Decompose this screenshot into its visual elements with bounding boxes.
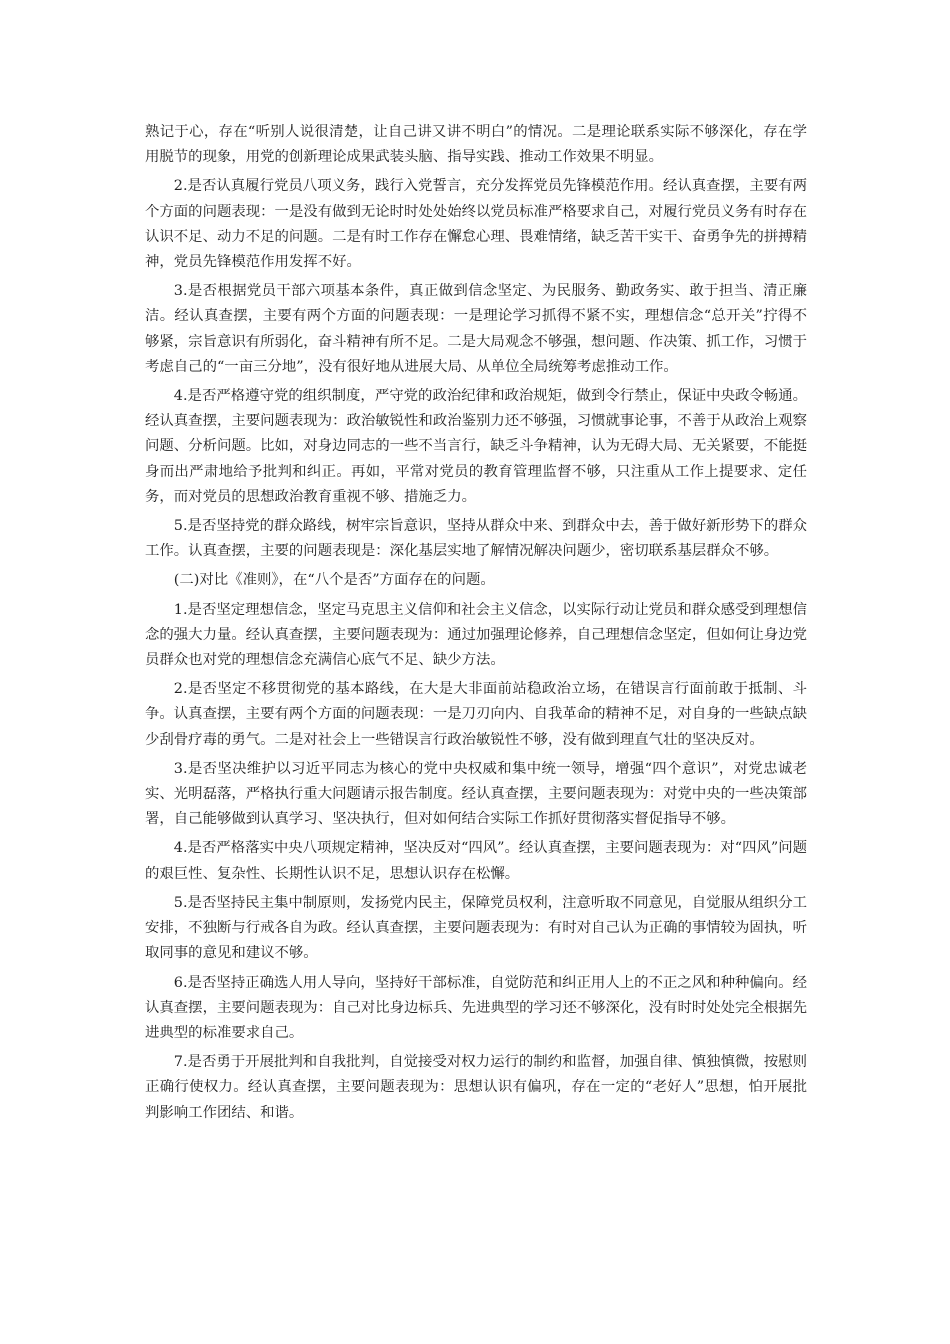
paragraph-section2-item-6: 6.是否坚持正确选人用人导向，坚持好干部标准，自觉防范和纠正用人上的不正之风和种种偏向。经认真查摆，主要问题表现为：自己对比身边标兵、先进典型的学习还不够深化，没有时时处处完全根据先进典型的标准要求自己。: [145, 974, 807, 1041]
paragraph-section2-item-4: 4.是否严格落实中央八项规定精神，坚决反对“四风”。经认真查摆，主要问题表现为：对“四风”问题的艰巨性、复杂性、长期性认识不足，思想认识存在松懈。: [145, 840, 807, 882]
paragraph-section2-item-2: 2.是否坚定不移贯彻党的基本路线，在大是大非面前站稳政治立场，在错误言行面前敢于抵制、斗争。认真查摆，主要有两个方面的问题表现：一是刀刃向内、自我革命的精神不足，对自身的一些缺点缺少刮骨疗毒的勇气。二是对社会上一些错误言行政治敏锐性不够，没有做到理直气壮的坚决反对。: [145, 681, 807, 748]
section-heading: (二)对比《准则》，在“八个是否”方面存在的问题。: [173, 572, 495, 589]
document-body: [145, 120, 807, 1130]
paragraph-item-3: 3.是否根据党员干部六项基本条件，真正做到信念坚定、为民服务、勤政务实、敢于担当、清正廉洁。经认真查摆，主要有两个方面的问题表现：一是理论学习抓得不紧不实，理想信念“总开关”拧得不够紧，宗旨意识有所弱化，奋斗精神有所不足。二是大局观念不够强，想问题、作决策、抓工作，习惯于考虑自己的“一亩三分地”，没有很好地从进展大局、从单位全局统筹考虑推动工作。: [145, 283, 807, 375]
paragraph-section2-item-5: 5.是否坚持民主集中制原则，发扬党内民主，保障党员权利，注意听取不同意见，自觉服从组织分工安排，不独断与行戒各自为政。经认真查摆，主要问题表现为：有时对自己认为正确的事情较为固执，听取同事的意见和建议不够。: [145, 894, 807, 962]
paragraph-section2-item-1: 1.是否坚定理想信念，坚定马克思主义信仰和社会主义信念，以实际行动让党员和群众感受到理想信念的强大力量。经认真查摆，主要问题表现为：通过加强理论修养，自己理想信念坚定，但如何让身边党员群众也对党的理想信念充满信心底气不足、缺少方法。: [145, 601, 807, 669]
paragraph-item-4: 4.是否严格遵守党的组织制度，严守党的政治纪律和政治规矩，做到令行禁止，保证中央政令畅通。经认真查摆，主要问题表现为：政治敏锐性和政治鉴别力还不够强，习惯就事论事，不善于从政治上观察问题、分析问题。比如，对身边同志的一些不当言行，缺乏斗争精神，认为无碍大局、无关紧要，不能挺身而出严肃地给予批判和纠正。再如，平常对党员的教育管理监督不够，只注重从工作上提要求、定任务，而对党员的思想政治教育重视不够、措施乏力。: [145, 388, 807, 505]
paragraph-continuation: 熟记于心，存在“听别人说很清楚，让自己讲又讲不明白”的情况。二是理论联系实际不够深化，存在学用脱节的现象，用党的创新理论成果武装头脑、指导实践、推动工作效果不明显。: [145, 124, 807, 166]
paragraph-section2-item-3: 3.是否坚决维护以习近平同志为核心的党中央权威和集中统一领导，增强“四个意识”，对党忠诚老实、光明磊落，严格执行重大问题请示报告制度。经认真查摆，主要问题表现为：对党中央的一些决策部署，自己能够做到认真学习、坚决执行，但对如何结合实际工作抓好贯彻落实督促指导不够。: [145, 760, 807, 828]
paragraph-item-2: 2.是否认真履行党员八项义务，践行入党誓言，充分发挥党员先锋模范作用。经认真查摆，主要有两个方面的问题表现：一是没有做到无论时时处处始终以党员标准严格要求自己，对履行党员义务有时存在认识不足、动力不足的问题。二是有时工作存在懈怠心理、畏难情绪，缺乏苦干实干、奋勇争先的拼搏精神，党员先锋模范作用发挥不好。: [145, 178, 807, 271]
paragraph-item-5: 5.是否坚持党的群众路线，树牢宗旨意识，坚持从群众中来、到群众中去，善于做好新形势下的群众工作。认真查摆，主要的问题表现是：深化基层实地了解情况解决问题少，密切联系基层群众不够。: [145, 518, 807, 560]
paragraph-section2-item-7: 7.是否勇于开展批判和自我批判，自觉接受对权力运行的制约和监督，加强自律、慎独慎微，按慰则正确行使权力。经认真查摆，主要问题表现为：思想认识有偏巩，存在一定的“老好人”思想，怕开展批判影响工作团结、和谐。: [145, 1054, 807, 1121]
